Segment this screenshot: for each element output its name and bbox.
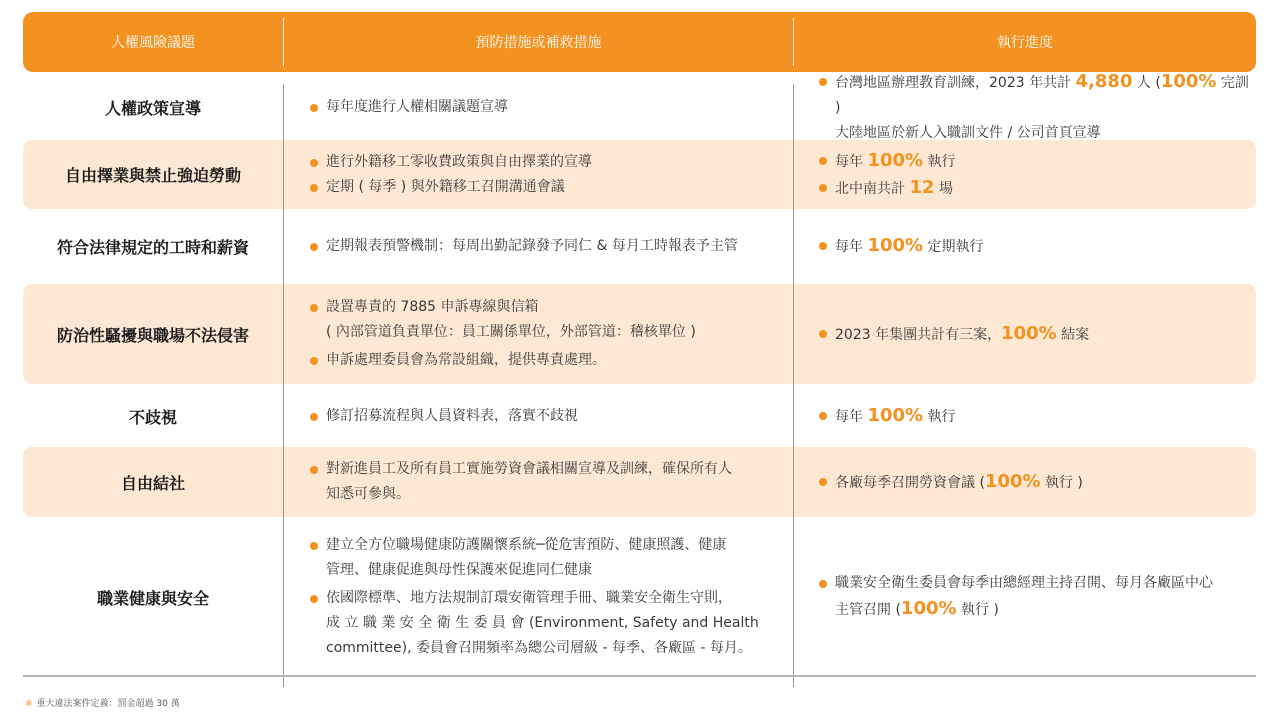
asterisk-icon: ※ (25, 699, 33, 709)
progress-cell (818, 140, 1254, 209)
progress-item-continued: 大陸地區於新人入職訓文件 / 公司首頁宣導 (835, 124, 1101, 141)
bullet-icon (310, 184, 318, 192)
measure-item: 定期 ( 每季 ) 與外籍移工召開溝通會議 (309, 175, 771, 200)
table-row (23, 70, 1256, 141)
table-row (23, 284, 1256, 384)
measure-item-continued: 知悉可參與。 (326, 486, 410, 502)
measures-cell (309, 211, 771, 281)
bullet-icon (819, 242, 827, 250)
measure-item: 建立全方位職場健康防護關懷系統─從危害預防、健康照護、健康 (309, 533, 771, 558)
row-topic: 自由結社 (120, 473, 185, 493)
progress-cell (818, 520, 1254, 674)
progress-item: 每年 100% 定期執行 (818, 233, 1254, 260)
header-measures: 預防措施或補救措施 (475, 35, 602, 51)
progress-cell (818, 284, 1254, 384)
measure-item: 進行外籍移工零收費政策與自由擇業的宣導 (309, 150, 771, 175)
bullet-icon (310, 243, 318, 251)
footnote (25, 696, 180, 709)
table-bottom-rule (23, 675, 1256, 677)
row-topic: 符合法律規定的工時和薪資 (56, 237, 249, 257)
bullet-icon (310, 357, 318, 365)
measure-item-continued: committee), 委員會召開頻率為總公司層級 - 每季、各廠區 - 每月。 (326, 640, 752, 656)
human-rights-risk-table (23, 12, 1256, 656)
column-divider (283, 84, 284, 687)
measures-cell (309, 284, 771, 384)
bullet-icon (310, 413, 318, 421)
column-divider (793, 84, 794, 687)
row-topic: 自由擇業與禁止強迫勞動 (64, 166, 241, 185)
bullet-icon (310, 542, 318, 550)
measure-item-continued: 成 立 職 業 安 全 衛 生 委 員 會 (Environment, Safety and Health (326, 615, 759, 631)
row-topic: 職業健康與安全 (96, 588, 209, 608)
table-row (23, 447, 1256, 517)
row-topic: 防治性騷擾與職場不法侵害 (56, 325, 249, 345)
bullet-icon (310, 159, 318, 167)
bullet-icon (310, 595, 318, 603)
bullet-icon (310, 304, 318, 312)
measure-item: 依國際標準、地方法規制訂環安衛管理手冊、職業安全衛生守則， (309, 586, 771, 611)
table-row (23, 140, 1256, 209)
bullet-icon (310, 466, 318, 474)
measure-item: 修訂招募流程與人員資料表，落實不歧視 (309, 404, 771, 429)
progress-cell (818, 447, 1254, 517)
bullet-icon (819, 412, 827, 420)
measure-item-continued: ( 內部管道負責單位：員工關係單位，外部管道：稽核單位 ) (326, 324, 696, 340)
bullet-icon (819, 478, 827, 486)
header-progress: 執行進度 (997, 35, 1053, 51)
row-topic: 人權政策宣導 (104, 98, 201, 118)
measure-item: 設置專責的 7885 申訴專線與信箱 (309, 295, 771, 320)
table-row (23, 386, 1256, 446)
progress-item: 職業安全衛生委員會每季由總經理主持召開、每月各廠區中心 (818, 571, 1254, 596)
measure-item: 申訴處理委員會為常設組織，提供專責處理。 (309, 348, 771, 373)
header-risk-topic: 人權風險議題 (111, 35, 195, 51)
bullet-icon (819, 184, 827, 192)
bullet-icon (819, 330, 827, 338)
bullet-icon (819, 157, 827, 165)
progress-item: 北中南共計 12 場 (818, 175, 1254, 202)
progress-item: 各廠每季召開勞資會議 (100% 執行 ) (818, 469, 1254, 496)
measures-cell (309, 447, 771, 517)
table-header (23, 12, 1256, 72)
bullet-icon (819, 580, 827, 588)
progress-item: 每年 100% 執行 (818, 148, 1254, 175)
progress-item: 台灣地區辦理教育訓練，2023 年共計 4,880 人 (100% 完訓 ) (818, 69, 1254, 121)
row-topic: 不歧視 (128, 407, 177, 427)
table-row (23, 211, 1256, 281)
measure-item-continued: 管理、健康促進與母性保護來促進同仁健康 (326, 562, 592, 578)
measures-cell (309, 76, 771, 138)
measure-item: 對新進員工及所有員工實施勞資會議相關宣導及訓練，確保所有人 (309, 457, 771, 482)
measures-cell (309, 140, 771, 209)
bullet-icon (310, 104, 318, 112)
measures-cell (309, 520, 771, 674)
progress-item: 每年 100% 執行 (818, 403, 1254, 430)
progress-item: 2023 年集團共計有三案，100% 結案 (818, 321, 1254, 348)
measures-cell (309, 386, 771, 446)
measure-item: 每年度進行人權相關議題宣導 (309, 95, 771, 120)
table-row (23, 520, 1256, 674)
progress-cell (818, 386, 1254, 446)
progress-cell (818, 211, 1254, 281)
footnote-text: 重大違法案件定義：罰金超過 30 萬 (36, 699, 180, 709)
measure-item: 定期報表預警機制：每周出勤記錄發予同仁 & 每月工時報表予主管 (309, 234, 771, 259)
bullet-icon (819, 78, 827, 86)
progress-item-continued: 主管召開 (100% 執行 ) (835, 598, 999, 619)
progress-cell (818, 70, 1254, 141)
